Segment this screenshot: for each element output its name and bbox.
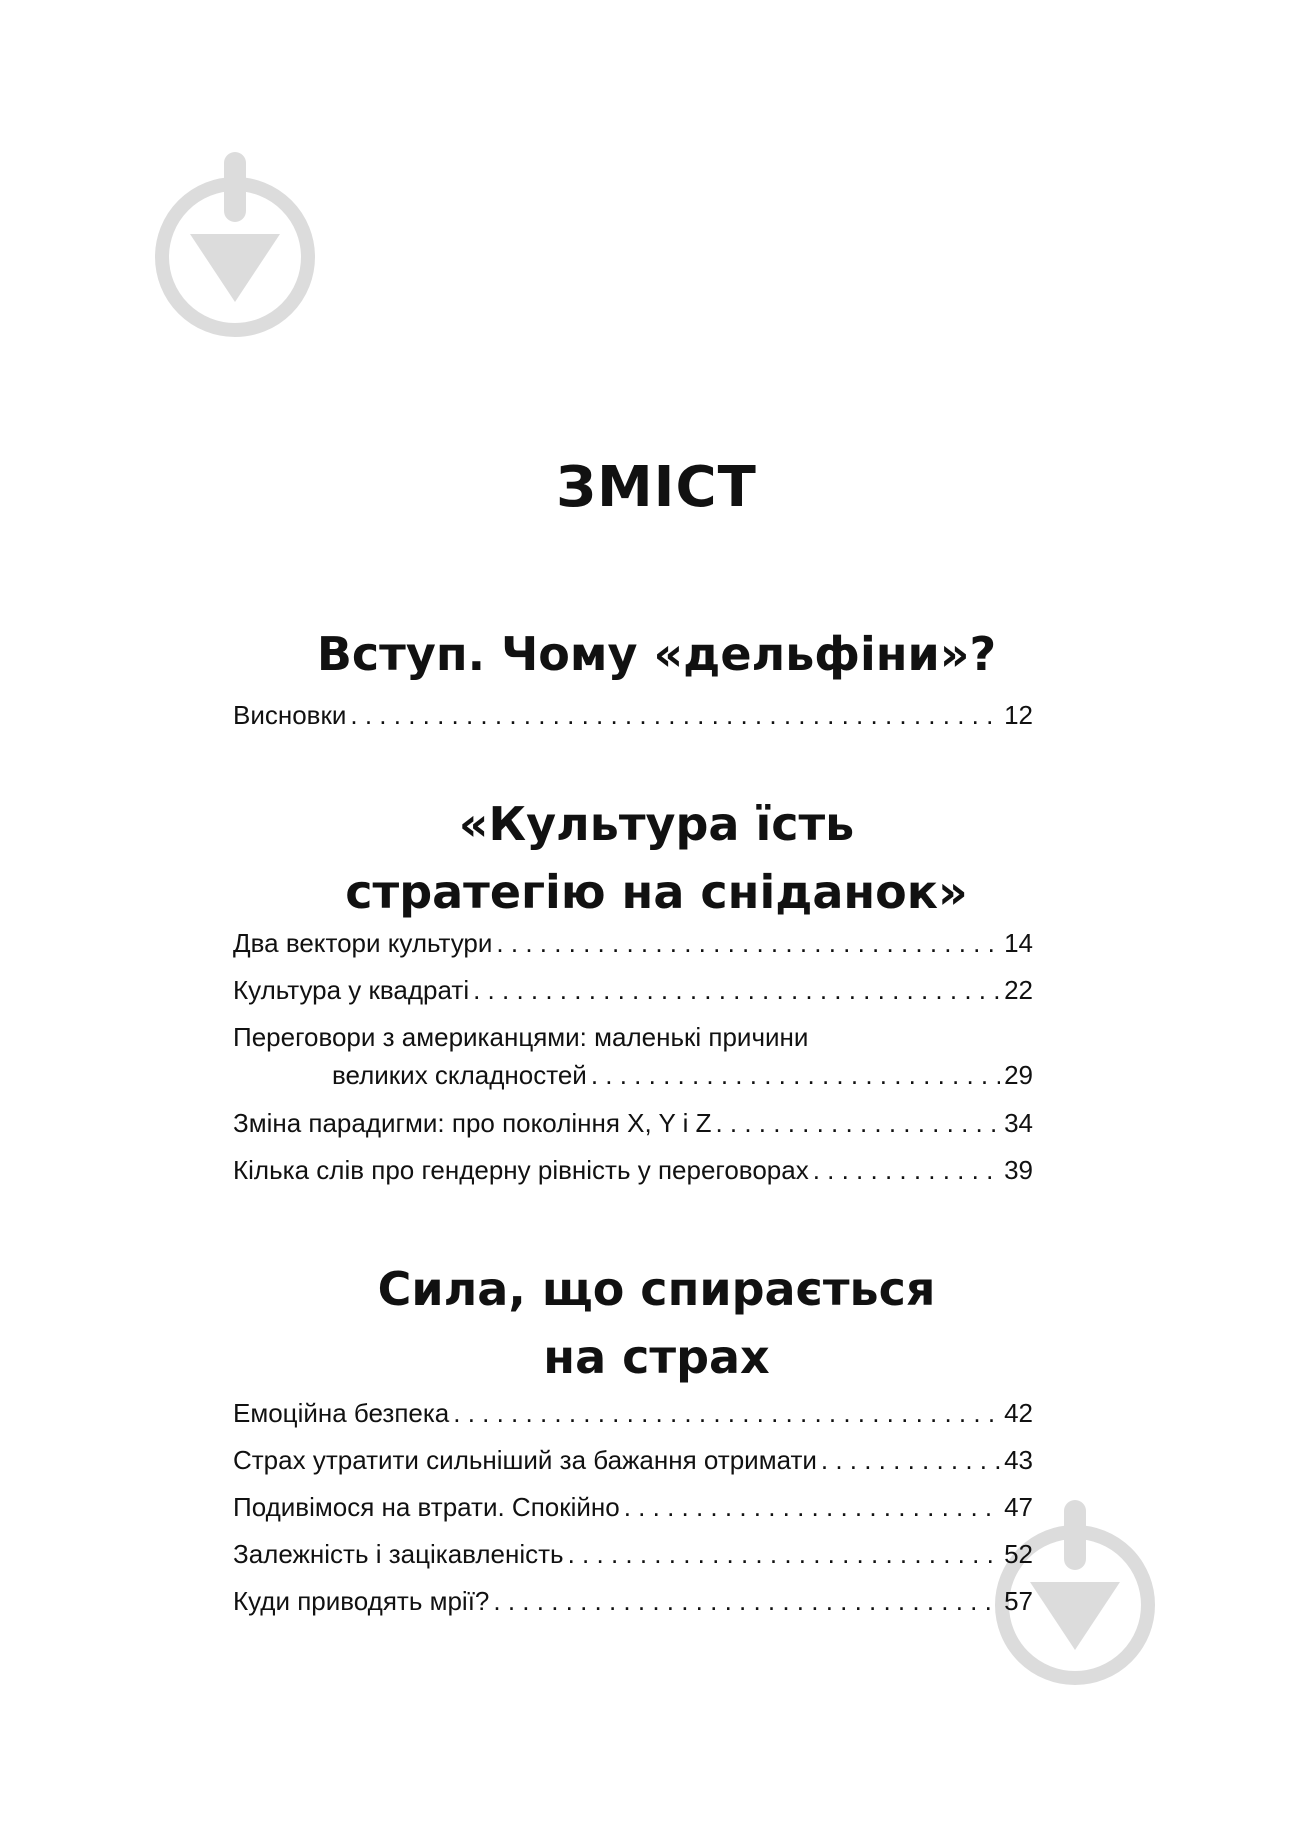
toc-entry-page: 29 (1004, 1060, 1033, 1090)
toc-entry[interactable] (233, 1445, 1033, 1475)
section-title-line: Сила, що спирається (377, 1262, 936, 1316)
toc-entry[interactable] (233, 1492, 1033, 1522)
toc-entry-page: 14 (1004, 928, 1033, 958)
toc-entry[interactable] (233, 928, 1033, 958)
toc-entry-page: 43 (1004, 1445, 1033, 1475)
toc-entry-label: Емоційна безпека (233, 1398, 450, 1428)
toc-entry-label-line1: Переговори з американцями: маленькі причини (233, 1022, 809, 1052)
toc-entry-label: Подивімося на втрати. Спокійно (233, 1492, 620, 1522)
section-title-line: Вступ. Чому «дельфіни»? (316, 627, 997, 681)
toc-entry-page: 12 (1004, 700, 1033, 730)
toc-entry-page: 52 (1004, 1539, 1033, 1569)
section-title-line: «Культура їсть (458, 797, 855, 851)
toc-entry[interactable] (233, 1398, 1033, 1428)
section-title-line: стратегію на сніданок» (345, 865, 968, 919)
toc-entry-page: 39 (1004, 1155, 1033, 1185)
store-logo-icon (150, 152, 320, 342)
page-title: ЗМІСТ (556, 455, 757, 520)
section-title (0, 1255, 1313, 1391)
toc-entry-label: Залежність і зацікавленість (233, 1539, 564, 1569)
toc-entry-page: 42 (1004, 1398, 1033, 1428)
toc-entry-label: Кілька слів про гендерну рівність у переговорах (233, 1155, 809, 1185)
toc-entry[interactable] (233, 975, 1033, 1005)
toc-entry-page: 34 (1004, 1108, 1033, 1138)
dot-leader (496, 928, 1000, 958)
dot-leader (591, 1060, 1000, 1090)
toc-entry-label: Зміна парадигми: про покоління X, Y і Z (233, 1108, 712, 1138)
toc-entry-label: Страх утратити сильніший за бажання отримати (233, 1445, 817, 1475)
toc-entry-label: Куди приводять мрії? (233, 1586, 490, 1616)
dot-leader (493, 1586, 1000, 1616)
dot-leader (624, 1492, 1000, 1522)
toc-entry-label: Висновки (233, 700, 347, 730)
toc-entry[interactable] (233, 1155, 1033, 1185)
toc-entry[interactable] (233, 700, 1033, 730)
toc-entry-label: Культура у квадраті (233, 975, 470, 1005)
dot-leader (715, 1108, 1000, 1138)
toc-entry-page: 47 (1004, 1492, 1033, 1522)
section-title (0, 620, 1313, 688)
dot-leader (350, 700, 1000, 730)
toc-entry-page: 57 (1004, 1586, 1033, 1616)
toc-entry-page: 22 (1004, 975, 1033, 1005)
toc-entry[interactable] (233, 1108, 1033, 1138)
toc-entry[interactable] (233, 1022, 1033, 1090)
dot-leader (453, 1398, 1000, 1428)
section-title-line: на страх (543, 1330, 770, 1384)
dot-leader (568, 1539, 1000, 1569)
dot-leader (813, 1155, 1000, 1185)
toc-entry[interactable] (233, 1539, 1033, 1569)
section-title (0, 790, 1313, 926)
toc-entry[interactable] (233, 1586, 1033, 1616)
dot-leader (473, 975, 1000, 1005)
toc-entry-label: великих складностей (332, 1060, 587, 1090)
toc-entry-label: Два вектори культури (233, 928, 493, 958)
dot-leader (821, 1445, 1000, 1475)
